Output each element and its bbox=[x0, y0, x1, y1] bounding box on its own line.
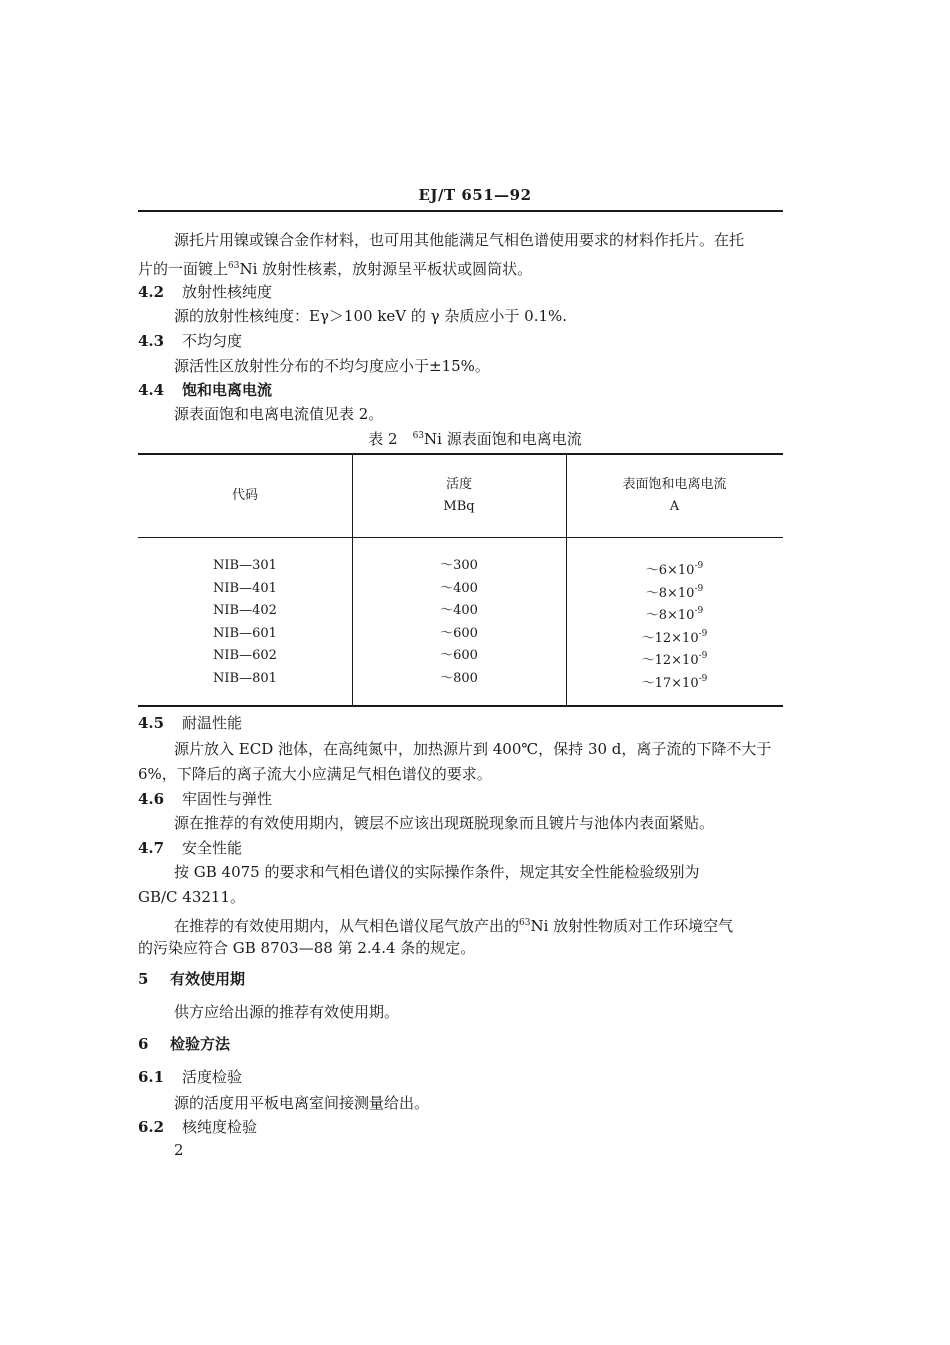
section-heading-4-5 bbox=[138, 713, 242, 733]
section-title: 饱和电离电流 bbox=[182, 381, 273, 399]
table-cell-code: NIB—601 bbox=[213, 625, 277, 641]
current-value: ～8×10 bbox=[645, 585, 695, 601]
text-fragment: 表 2 bbox=[368, 430, 413, 448]
section-number: 6.1 bbox=[138, 1068, 165, 1086]
header-rule bbox=[138, 210, 783, 212]
section-title: 放射性核纯度 bbox=[182, 283, 273, 301]
table-cell-activity: ～800 bbox=[440, 670, 478, 686]
paragraph-line: 按 GB 4075 的要求和气相色谱仪的实际操作条件，规定其安全性能检验级别为 bbox=[174, 863, 700, 881]
table-cell-code: NIB—801 bbox=[213, 670, 277, 686]
table-cell-activity: ～400 bbox=[440, 603, 478, 618]
section-title: 活度检验 bbox=[182, 1068, 243, 1086]
isotope-superscript: 63 bbox=[228, 261, 240, 271]
table-caption bbox=[0, 428, 950, 449]
section-title: 检验方法 bbox=[170, 1035, 231, 1053]
table-cell-activity: ～600 bbox=[440, 625, 478, 641]
header-unit: A bbox=[669, 499, 680, 514]
section-number: 6 bbox=[138, 1035, 149, 1053]
current-value: ～8×10 bbox=[645, 608, 695, 623]
column-header-activity bbox=[352, 474, 566, 518]
page-number: 2 bbox=[174, 1141, 184, 1159]
current-value: ～12×10 bbox=[641, 653, 699, 668]
text-fragment: Ni 源表面饱和电离电流 bbox=[424, 430, 582, 448]
section-title: 核纯度检验 bbox=[182, 1118, 258, 1136]
current-exponent: -9 bbox=[694, 583, 704, 594]
section-number: 5 bbox=[138, 970, 149, 988]
current-exponent: -9 bbox=[698, 673, 708, 684]
current-exponent: -9 bbox=[698, 628, 708, 639]
column-header-code: 代码 bbox=[231, 488, 258, 503]
paragraph-line: 源活性区放射性分布的不均匀度应小于±15%。 bbox=[174, 357, 490, 375]
header-unit: MBq bbox=[443, 499, 475, 514]
section-heading-4-6 bbox=[138, 789, 272, 809]
section-heading-5 bbox=[138, 969, 245, 989]
paragraph-line: GB/C 43211。 bbox=[138, 888, 246, 906]
section-number: 4.4 bbox=[138, 381, 165, 399]
table-cell-activity: ～600 bbox=[440, 648, 478, 663]
data-table bbox=[138, 453, 783, 707]
header-line: 活度 bbox=[445, 477, 472, 492]
paragraph-line: 源的放射性核纯度：Eγ＞100 keV 的 γ 杂质应小于 0.1%. bbox=[174, 307, 568, 325]
paragraph-line: 供方应给出源的推荐有效使用期。 bbox=[174, 1003, 400, 1021]
page-header: EJ/T 651—92 bbox=[418, 186, 532, 204]
paragraph-line: 源托片用镍或镍合金作材料，也可用其他能满足气相色谱使用要求的材料作托片。在托 bbox=[174, 231, 745, 249]
section-number: 4.7 bbox=[138, 839, 165, 857]
paragraph-line: 的污染应符合 GB 8703—88 第 2.4.4 条的规定。 bbox=[138, 939, 476, 957]
table-bottom-rule bbox=[138, 705, 783, 707]
section-heading-6-1 bbox=[138, 1067, 242, 1087]
isotope-superscript: 63 bbox=[412, 431, 425, 441]
paragraph-line bbox=[138, 256, 532, 279]
section-heading-4-2 bbox=[138, 282, 272, 302]
current-exponent: -9 bbox=[694, 561, 704, 571]
table-header-rule bbox=[138, 537, 783, 538]
table-cell-code: NIB—401 bbox=[213, 580, 277, 596]
table-cell-activity: ～400 bbox=[440, 580, 478, 596]
paragraph-line: 源的活度用平板电离室间接测量给出。 bbox=[174, 1094, 430, 1112]
table-cell-code: NIB—602 bbox=[213, 648, 277, 663]
section-title: 安全性能 bbox=[182, 839, 243, 857]
section-heading-4-4 bbox=[138, 380, 272, 400]
table-cell-code: NIB—402 bbox=[213, 603, 277, 618]
section-title: 牢固性与弹性 bbox=[182, 790, 273, 808]
section-number: 4.3 bbox=[138, 332, 165, 350]
text-fragment: Ni 放射性物质对工作环境空气 bbox=[530, 917, 734, 935]
section-heading-4-7 bbox=[138, 838, 242, 858]
section-number: 4.5 bbox=[138, 714, 165, 732]
paragraph-line: 源表面饱和电离电流值见表 2。 bbox=[174, 405, 384, 423]
current-exponent: -9 bbox=[694, 606, 704, 616]
paragraph-line bbox=[174, 913, 733, 936]
text-fragment: 片的一面镀上 bbox=[138, 260, 229, 278]
section-title: 耐温性能 bbox=[182, 714, 243, 732]
paragraph-line: 源在推荐的有效使用期内，镀层不应该出现斑脱现象而且镀片与池体内表面紧贴。 bbox=[174, 814, 715, 832]
current-value: ～6×10 bbox=[645, 563, 695, 578]
table-cell-current bbox=[566, 668, 783, 696]
paragraph-line: 源片放入 ECD 池体，在高纯氮中，加热源片到 400℃，保持 30 d，离子流的下降不大于 bbox=[174, 740, 772, 758]
table-cell-activity: ～300 bbox=[440, 558, 478, 573]
section-number: 4.2 bbox=[138, 283, 165, 301]
column-header-current bbox=[566, 474, 783, 518]
text-fragment: 在推荐的有效使用期内，从气相色谱仪尾气放产出的 bbox=[174, 917, 520, 935]
current-exponent: -9 bbox=[698, 651, 708, 661]
section-number: 6.2 bbox=[138, 1118, 165, 1136]
section-number: 4.6 bbox=[138, 790, 165, 808]
section-title: 不均匀度 bbox=[182, 332, 243, 350]
table-top-rule bbox=[138, 453, 783, 455]
section-heading-6 bbox=[138, 1034, 230, 1054]
table-cell-code: NIB—301 bbox=[213, 558, 277, 573]
paragraph-line: 6%，下降后的离子流大小应满足气相色谱仪的要求。 bbox=[138, 765, 492, 783]
section-title: 有效使用期 bbox=[170, 970, 246, 988]
isotope-superscript: 63 bbox=[519, 918, 531, 928]
current-value: ～12×10 bbox=[641, 630, 699, 646]
section-heading-6-2 bbox=[138, 1117, 257, 1137]
text-fragment: Ni 放射性核素，放射源呈平板状或圆筒状。 bbox=[239, 260, 533, 278]
section-heading-4-3 bbox=[138, 331, 242, 351]
header-line: 表面饱和电离电流 bbox=[622, 477, 727, 492]
current-value: ～17×10 bbox=[641, 675, 699, 691]
